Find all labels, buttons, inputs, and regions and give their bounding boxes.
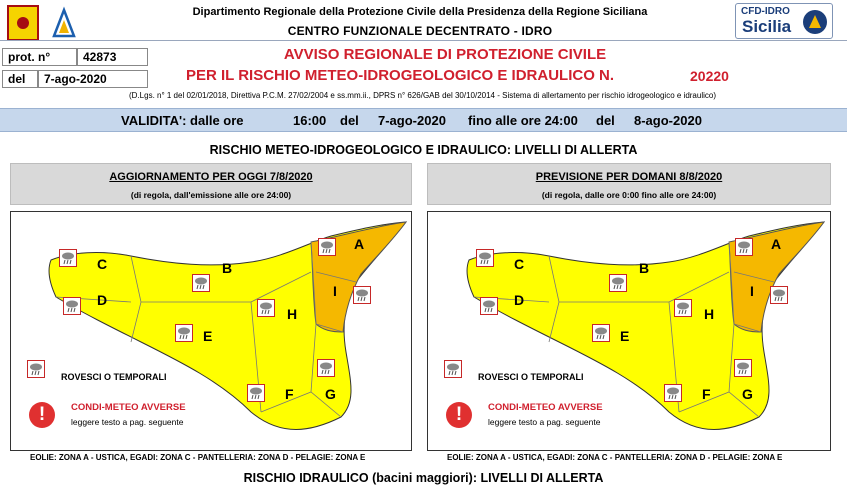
panel-head-tomorrow <box>427 163 831 205</box>
del-label: del <box>8 72 26 86</box>
storm-icon <box>192 274 210 292</box>
notice-title-line1: AVVISO REGIONALE DI PROTEZIONE CIVILE <box>283 46 607 63</box>
storm-icon <box>476 249 494 267</box>
panel-heading-today: AGGIORNAMENTO PER OGGI 7/8/2020 <box>109 171 313 183</box>
hydraulic-risk-title: RISCHIO IDRAULICO (bacini maggiori): LIVELLI DI ALLERTA <box>243 471 604 485</box>
regione-sicilia-logo <box>6 4 90 42</box>
prot-label: prot. n° <box>8 50 51 64</box>
legend-warning-title: CONDI-METEO AVVERSE <box>488 402 603 413</box>
storm-icon <box>353 286 371 304</box>
del-value-box <box>38 70 148 88</box>
storm-icon <box>480 297 498 315</box>
legend-storm-text: ROVESCI O TEMPORALI <box>478 372 584 382</box>
islands-note-tomorrow: EOLIE: ZONA A - USTICA, EGADI: ZONA C - PANTELLERIA: ZONA D - PELAGIE: ZONA E <box>447 453 783 462</box>
legend-warning-sub: leggere testo a pag. seguente <box>71 417 184 427</box>
validity-start-date: 7-ago-2020 <box>378 113 446 128</box>
centro-funzionale-name: CENTRO FUNZIONALE DECENTRATO - IDRO <box>287 24 553 38</box>
legal-reference: (D.Lgs. n° 1 del 02/01/2018, Direttiva P.C.M. 27/02/2004 e ss.mm.ii., DPRS n° 626/GAB del 30/10/2014 - Sistema di allertamento per rischio idrogeologico e idraulico) <box>129 91 716 100</box>
storm-icon <box>674 299 692 317</box>
zone-label: G <box>325 386 336 402</box>
zone-label: F <box>702 386 711 402</box>
storm-legend-icon <box>444 360 462 378</box>
storm-icon <box>247 384 265 402</box>
zone-label: E <box>620 328 630 344</box>
validity-del2: del <box>596 113 615 128</box>
storm-icon <box>317 359 335 377</box>
validity-label: VALIDITA': dalle ore <box>121 113 244 128</box>
storm-icon <box>175 324 193 342</box>
logo-top-text: CFD-IDRO <box>741 6 790 17</box>
validity-del1: del <box>340 113 359 128</box>
zone-label: F <box>285 386 294 402</box>
zone-label: H <box>704 306 715 322</box>
cfd-idro-logo <box>735 3 833 39</box>
storm-icon <box>735 238 753 256</box>
panel-subheading-tomorrow: (di regola, dalle ore 0:00 fino alle ore 24:00) <box>541 190 717 200</box>
warning-icon: ! <box>29 402 55 428</box>
legend-warning-sub: leggere testo a pag. seguente <box>488 417 601 427</box>
zone-label: D <box>514 292 525 308</box>
storm-icon <box>664 384 682 402</box>
header-divider <box>0 40 847 41</box>
panel-subheading-today: (di regola, dall'emissione alle ore 24:00) <box>130 190 292 200</box>
storm-icon <box>63 297 81 315</box>
storm-icon <box>592 324 610 342</box>
logo-bottom-text: Sicilia <box>742 17 792 36</box>
panel-head-today <box>10 163 412 205</box>
section-title: RISCHIO METEO-IDROGEOLOGICO E IDRAULICO: LIVELLI DI ALLERTA <box>209 143 638 157</box>
legend-warning-title: CONDI-METEO AVVERSE <box>71 402 186 413</box>
zone-label: B <box>639 260 650 276</box>
zone-label: A <box>771 236 782 252</box>
zone-label: C <box>514 256 525 272</box>
validity-end-date: 8-ago-2020 <box>634 113 702 128</box>
zone-label: I <box>750 283 754 299</box>
notice-title-line2: PER IL RISCHIO METEO-IDROGEOLOGICO E IDRAULICO N. <box>185 67 615 84</box>
prot-value: 42873 <box>83 50 117 64</box>
warning-icon: ! <box>446 402 472 428</box>
zone-label: A <box>354 236 365 252</box>
validity-until: fino alle ore 24:00 <box>468 113 578 128</box>
validity-start-time: 16:00 <box>293 113 327 128</box>
cfd-emblem-icon <box>801 8 829 36</box>
storm-icon <box>770 286 788 304</box>
map-panel-today <box>10 211 412 451</box>
zone-label: B <box>222 260 233 276</box>
panel-heading-tomorrow: PREVISIONE PER DOMANI 8/8/2020 <box>535 171 723 183</box>
zone-label: C <box>97 256 108 272</box>
prot-value-box <box>77 48 148 66</box>
del-label-box <box>2 70 38 88</box>
storm-icon <box>257 299 275 317</box>
map-panel-tomorrow <box>427 211 831 451</box>
storm-icon <box>609 274 627 292</box>
storm-icon <box>318 238 336 256</box>
del-value: 7-ago-2020 <box>44 72 107 86</box>
prot-label-box <box>2 48 77 66</box>
zone-label: H <box>287 306 298 322</box>
validity-bar <box>0 108 847 132</box>
storm-legend-icon <box>27 360 45 378</box>
storm-icon <box>734 359 752 377</box>
zone-label: E <box>203 328 213 344</box>
notice-number: 20220 <box>690 68 729 84</box>
legend-storm-text: ROVESCI O TEMPORALI <box>61 372 167 382</box>
zone-label: D <box>97 292 108 308</box>
storm-icon <box>59 249 77 267</box>
department-name: Dipartimento Regionale della Protezione Civile della Presidenza della Regione Siciliana <box>192 6 648 18</box>
zone-label: G <box>742 386 753 402</box>
zone-label: I <box>333 283 337 299</box>
islands-note-today: EOLIE: ZONA A - USTICA, EGADI: ZONA C - PANTELLERIA: ZONA D - PELAGIE: ZONA E <box>30 453 366 462</box>
